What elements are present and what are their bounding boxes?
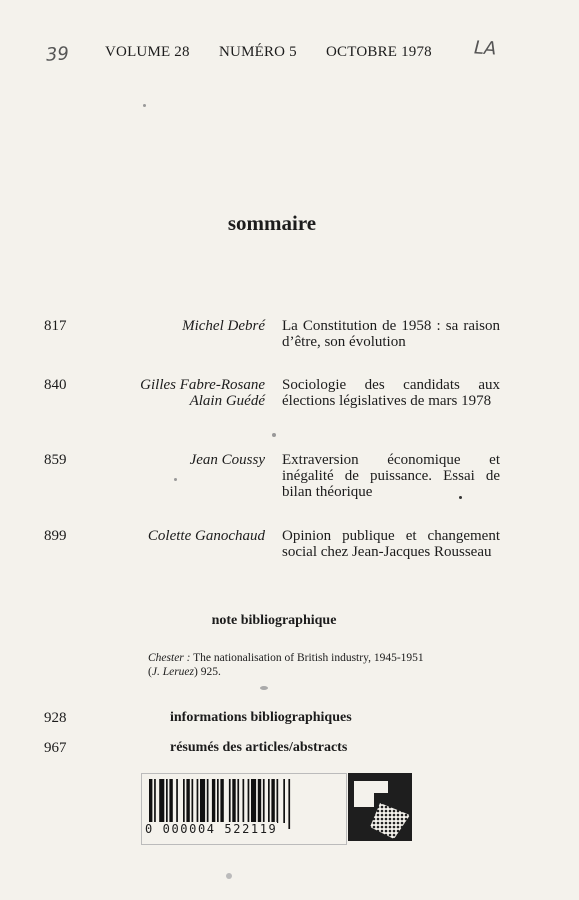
entry-author xyxy=(190,452,265,468)
barcode-bar xyxy=(169,779,172,823)
entry-page-number: 817 xyxy=(44,318,67,334)
entry-article-title: Extraversion économique et inégalité de puissance. Essai de bilan théorique xyxy=(282,452,500,500)
barcode-bar xyxy=(183,779,185,823)
barcode-bar xyxy=(212,779,215,823)
note-section-title: note bibliographique xyxy=(211,613,337,628)
author-name: Michel Debré xyxy=(182,318,265,334)
barcode-bar xyxy=(220,779,223,823)
note-entry xyxy=(148,651,438,679)
entry-author xyxy=(182,318,265,334)
barcode-bar xyxy=(229,779,231,823)
publisher-logo xyxy=(348,773,412,841)
barcode-bar xyxy=(248,779,250,823)
paper-speck xyxy=(260,686,268,690)
paper-speck xyxy=(459,496,462,499)
entry-article-title: Opinion publique et changement social chez Jean-Jacques Rousseau xyxy=(282,528,500,560)
page-title: sommaire xyxy=(227,211,317,235)
barcode-bar xyxy=(217,779,219,823)
barcode-bar xyxy=(200,779,205,823)
barcode-bar xyxy=(207,779,209,823)
author-name: Jean Coussy xyxy=(189,452,265,468)
note-author: Chester : xyxy=(148,652,191,664)
issue-number: NUMÉRO 5 xyxy=(219,44,297,60)
barcode-bar xyxy=(159,779,164,823)
barcode-bar xyxy=(237,779,239,823)
entry-article-title: Sociologie des candidats aux élections législatives de mars 1978 xyxy=(282,377,500,409)
author-name-second: Alain Guédé xyxy=(189,393,265,409)
paper-speck xyxy=(143,104,146,107)
barcode-bar xyxy=(268,779,270,823)
barcode-bar xyxy=(283,779,285,823)
barcode-bar xyxy=(271,779,274,823)
entry-article-title: La Constitution de 1958 : sa raison d’être, son évolution xyxy=(282,318,500,350)
barcode-bar xyxy=(232,779,235,823)
handwritten-number: 39 xyxy=(45,43,70,66)
issue-date: OCTOBRE 1978 xyxy=(326,44,432,60)
volume-label: VOLUME 28 xyxy=(105,44,190,60)
barcode-bar xyxy=(258,779,261,823)
paper-speck xyxy=(174,478,177,481)
note-reviewer: J. Leruez xyxy=(151,666,195,678)
barcode-digits: 0 000004 522119 xyxy=(145,822,278,836)
barcode-bar xyxy=(251,779,256,823)
note-book-title: The nationalisation of British industry, 1945-1951 ( xyxy=(148,652,424,678)
info-page-number: 967 xyxy=(44,740,67,756)
entry-page-number: 840 xyxy=(44,377,67,393)
barcode-bar xyxy=(288,779,290,829)
barcode-bar xyxy=(277,779,279,823)
note-page: ) 925. xyxy=(194,666,221,678)
info-label: informations bibliographiques xyxy=(170,710,352,725)
barcode-bar xyxy=(166,779,168,823)
barcode-bar xyxy=(197,779,199,823)
author-name: Gilles Fabre-Rosane xyxy=(140,377,265,393)
entry-author xyxy=(140,377,265,409)
info-page-number: 928 xyxy=(44,710,67,726)
author-name: Colette Ganochaud xyxy=(147,528,265,544)
paper-speck xyxy=(272,433,276,437)
barcode-bar xyxy=(186,779,189,823)
paper-speck xyxy=(226,873,232,879)
barcode-bar xyxy=(176,779,178,823)
barcode-bar xyxy=(192,779,194,823)
barcode-bar xyxy=(263,779,265,823)
handwritten-initials: LA xyxy=(473,37,497,60)
entry-author xyxy=(148,528,265,544)
entry-page-number: 899 xyxy=(44,528,67,544)
info-label: résumés des articles/abstracts xyxy=(170,740,348,755)
barcode-bar xyxy=(243,779,245,823)
entry-page-number: 859 xyxy=(44,452,67,468)
